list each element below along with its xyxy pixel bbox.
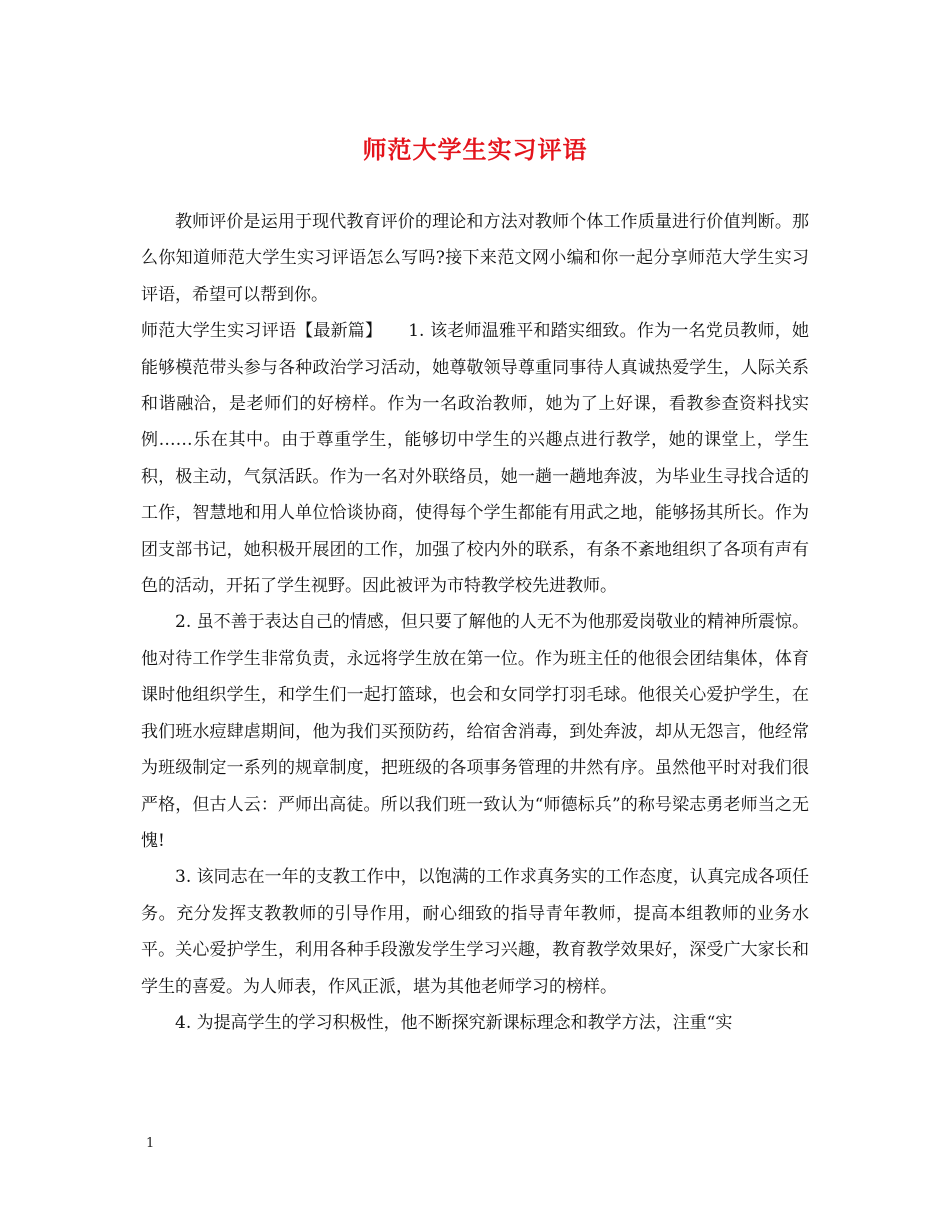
page-number: 1 (146, 1136, 155, 1151)
paragraph-item-4: 4. 为提高学生的学习积极性，他不断探究新课标理念和教学方法，注重“实 (175, 1012, 733, 1033)
paragraph-item-1: 师范大学生实习评语【最新篇】 1. 该老师温雅平和踏实细致。作为一名党员教师，她能够模范带头参与各种政治学习活动，她尊敬领导尊重同事待人真诚热爱学生，人际关系和谐融洽，是老师们的好榜样。作为一名政治教师，她为了上好课，看教参查资料找实例……乐在其中。由于尊重学生，能够切中学生的兴趣点进行教学，她的课堂上，学生积，极主动，气氛活跃。作为一名对外联络员，她一趟一趟地奔波，为毕业生寻找合适的工作，智慧地和用人单位恰谈协商，使得每个学生都能有用武之地，能够扬其所长。作为团支部书记，她积极开展团的工作，加强了校内外的联系，有条不紊地组织了各项有声有色的活动，开拓了学生视野。因此被评为市特教学校先进教师。 (141, 321, 809, 597)
document-title: 师范大学生实习评语 (362, 135, 588, 164)
paragraph-item-2: 2. 虽不善于表达自己的情感，但只要了解他的人无不为他那爱岗敬业的精神所震惊。他对待工作学生非常负责，永远将学生放在第一位。作为班主任的他很会团结集体，体育课时他组织学生，和学生们一起打篮球，也会和女同学打羽毛球。他很关心爱护学生，在我们班水痘肆虐期间，他为我们买预防药，给宿舍消毒，到处奔波，却从无怨言，他经常为班级制定一系列的规章制度，把班级的各项事务管理的井然有序。虽然他平时对我们很严格，但古人云：严师出高徒。所以我们班一致认为“师德标兵”的称号梁志勇老师当之无愧! (141, 612, 809, 851)
paragraph-intro: 教师评价是运用于现代教育评价的理论和方法对教师个体工作质量进行价值判断。那么你知道师范大学生实习评语怎么写吗?接下来范文网小编和你一起分享师范大学生实习评语，希望可以帮到你。 (141, 212, 809, 305)
paragraph-item-3: 3. 该同志在一年的支教工作中，以饱满的工作求真务实的工作态度，认真完成各项任务。充分发挥支教教师的引导作用，耐心细致的指导青年教师，提高本组教师的业务水平。关心爱护学生，利用各种手段激发学生学习兴趣，教育教学效果好，深受广大家长和学生的喜爱。为人师表，作风正派，堪为其他老师学习的榜样。 (141, 867, 809, 997)
document-body (141, 204, 809, 1041)
